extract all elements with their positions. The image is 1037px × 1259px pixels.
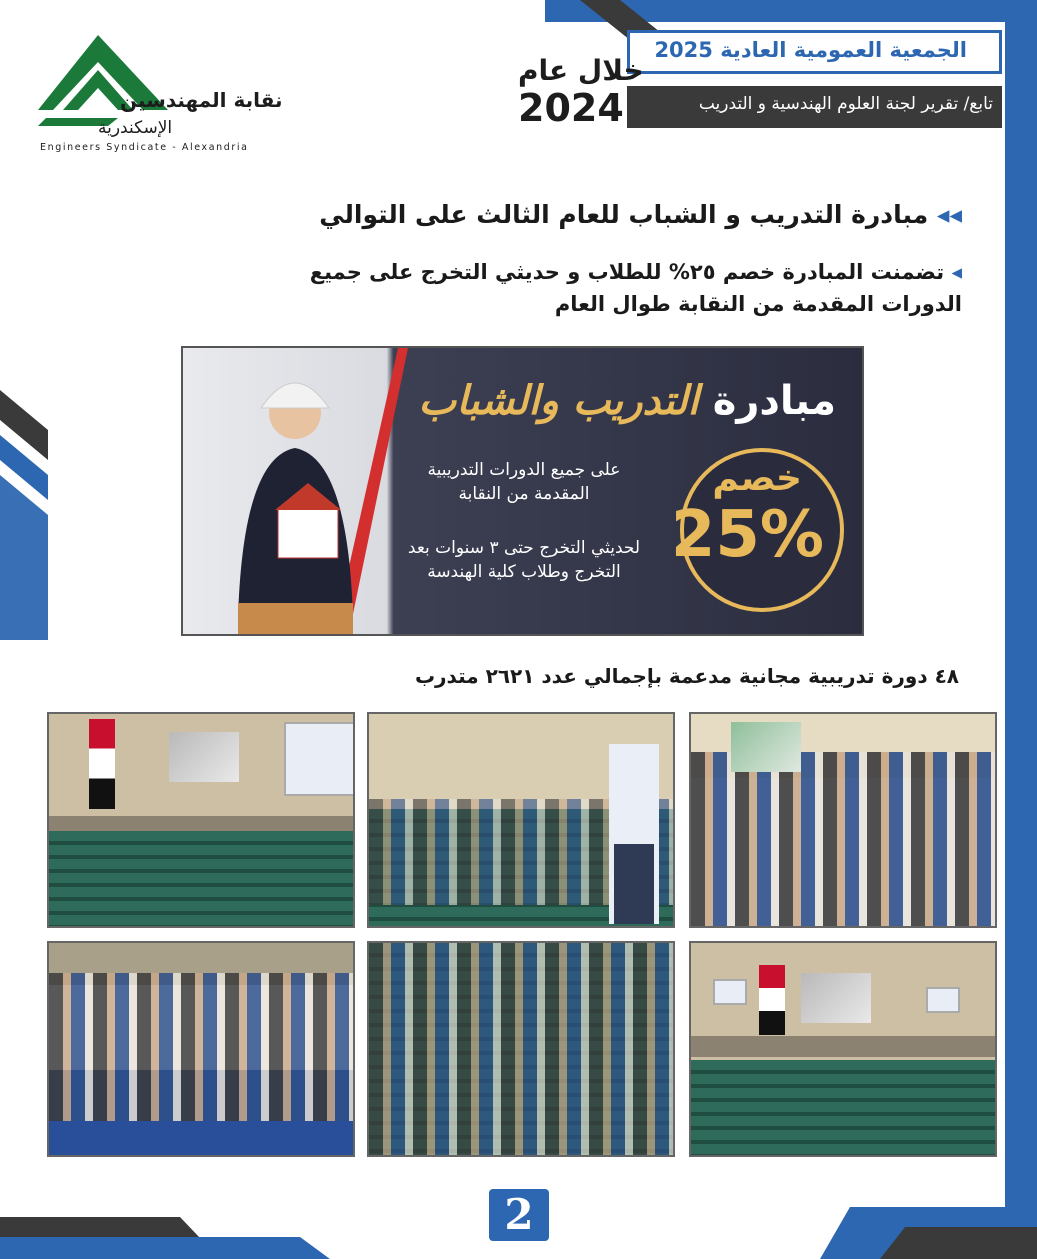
photo-students-side (47, 941, 355, 1157)
initiative-banner (181, 346, 864, 636)
banner-title (419, 378, 836, 424)
initiative-description (272, 256, 962, 320)
discount-value: 25% (670, 498, 824, 572)
left-stripes-decoration (0, 390, 48, 640)
banner-title-prefix: مبادرة (712, 378, 836, 424)
training-summary: ٤٨ دورة تدريبية مجانية مدعمة بإجمالي عدد ٢٦٢١ متدرب (414, 664, 959, 688)
year-value: 2024 (518, 86, 624, 130)
logo-city-ar: الإسكندرية (98, 118, 173, 138)
header-subtitle: تابع/ تقرير لجنة العلوم الهندسية و التدريب (698, 94, 993, 114)
logo-name-ar: نقابة المهندسين (120, 88, 283, 112)
photo-hall-wide (689, 941, 997, 1157)
initiative-heading (319, 200, 962, 229)
double-arrow-bullet-icon: ◂◂ (936, 200, 962, 229)
initiative-description-text: تضمنت المبادرة خصم ٢٥% للطلاب و حديثي التخرج على جميع الدورات المقدمة من النقابة طوال العام (309, 260, 962, 316)
logo-name-en: Engineers Syndicate - Alexandria (40, 142, 249, 153)
initiative-heading-text: مبادرة التدريب و الشباب للعام الثالث على التوالي (319, 200, 929, 229)
photo-group (689, 712, 997, 928)
year-label: خلال عام (518, 54, 644, 87)
arrow-bullet-icon: ◂ (951, 260, 962, 284)
page-number: 2 (504, 1190, 534, 1239)
banner-line-courses: على جميع الدورات التدريبية المقدمة من النقابة (427, 460, 621, 504)
photo-students-front (367, 941, 675, 1157)
banner-title-accent: التدريب والشباب (418, 378, 699, 424)
banner-line-eligibility: لحديثي التخرج حتى ٣ سنوات بعد التخرج وطلاب كلية الهندسة (407, 538, 641, 582)
header-title: الجمعية العمومية العادية 2025 (654, 38, 967, 62)
discount-label: خصم (712, 458, 802, 499)
photo-lecture-hall-stage (47, 712, 355, 928)
right-frame-band (1005, 0, 1037, 1259)
photo-trainer-lecturing (367, 712, 675, 928)
